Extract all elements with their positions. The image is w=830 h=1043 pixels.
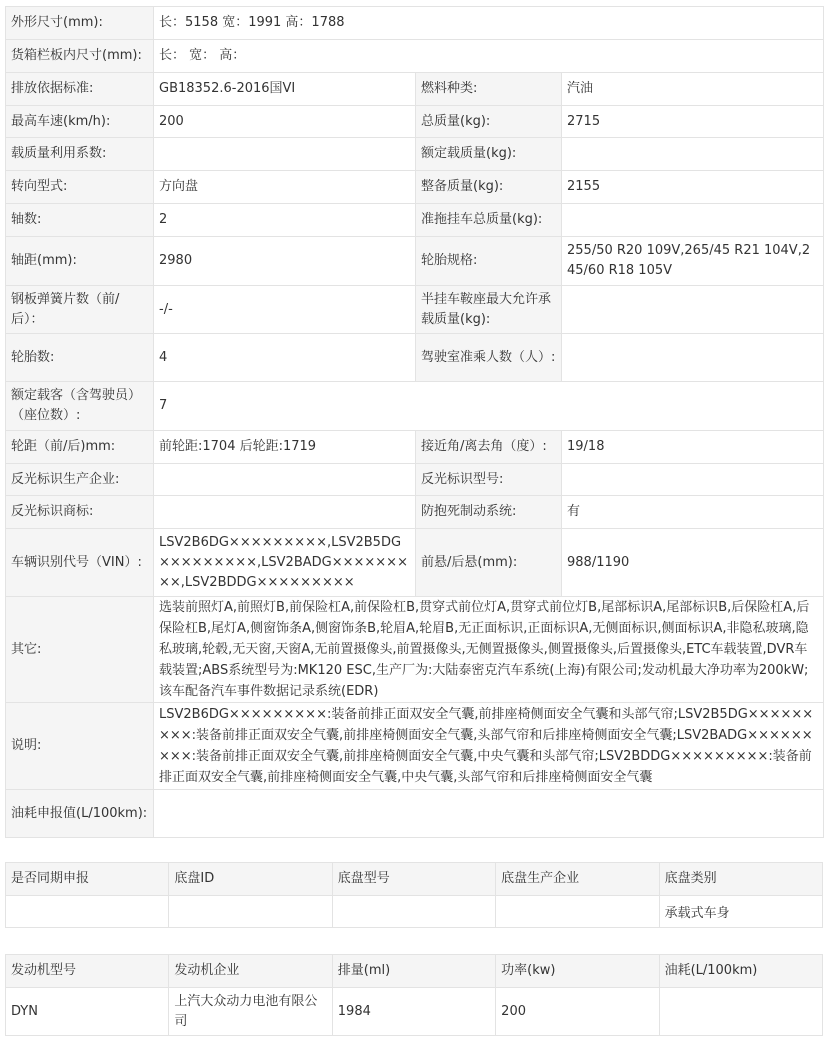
track-value: 前轮距:1704 后轮距:1719 — [154, 431, 416, 464]
engine-cell — [659, 988, 822, 1036]
wheelbase-label: 轴距(mm): — [6, 237, 154, 286]
spec-table — [5, 6, 824, 838]
rated-load-value — [562, 138, 824, 171]
emission-value: GB18352.6-2016国VI — [154, 73, 416, 106]
fuel-consumption-label: 油耗申报值(L/100km): — [6, 790, 154, 838]
tire-count-label: 轮胎数: — [6, 334, 154, 382]
chassis-cell: 承载式车身 — [659, 896, 822, 928]
other-label: 其它: — [6, 597, 154, 703]
steering-value: 方向盘 — [154, 171, 416, 204]
steering-label: 转向型式: — [6, 171, 154, 204]
spring-value: -/- — [154, 286, 416, 334]
cargo-dims-value: 长： 宽： 高： — [154, 40, 824, 73]
curb-mass-value: 2155 — [562, 171, 824, 204]
chassis-cell — [332, 896, 495, 928]
tire-count-value: 4 — [154, 334, 416, 382]
tire-spec-label: 轮胎规格: — [416, 237, 562, 286]
max-speed-label: 最高车速(km/h): — [6, 106, 154, 138]
engine-cell: 上汽大众动力电池有限公司 — [169, 988, 332, 1036]
trailer-mass-value — [562, 204, 824, 237]
other-value: 选装前照灯A,前照灯B,前保险杠A,前保险杠B,贯穿式前位灯A,贯穿式前位灯B,尾部标识A,尾部标识B,后保险杠A,后保险杠B,尾灯A,侧窗饰条A,侧窗饰条B,轮眉A,轮眉B,无正面标识,正面标识A,无侧面标识,侧面标识A,非隐私玻璃,隐私玻璃,轮毂,无天窗,天窗A,无前置摄像头,前置摄像头,无侧置摄像头,侧置摄像头,后置摄像头,ETC车载装置,DVR车载装置;ABS系统型号为:MK120 ESC,生产厂为:大陆泰密克汽车系统(上海)有限公司;发动机最大净功率为200kW;该车配备汽车事件数据记录系统(EDR) — [154, 597, 824, 703]
chassis-header: 底盘型号 — [332, 863, 495, 896]
chassis-header: 底盘类别 — [659, 863, 822, 896]
engine-header: 功率(kw) — [496, 955, 659, 988]
semi-trailer-value — [562, 286, 824, 334]
engine-header: 发动机企业 — [169, 955, 332, 988]
angle-value: 19/18 — [562, 431, 824, 464]
reflector-brand-value — [154, 496, 416, 529]
engine-table — [5, 954, 823, 1036]
note-label: 说明: — [6, 703, 154, 790]
spring-label: 钢板弹簧片数（前/后）： — [6, 286, 154, 334]
chassis-cell — [169, 896, 332, 928]
dims-value: 长：5158 宽：1991 高：1788 — [154, 7, 824, 40]
dims-label: 外形尺寸(mm): — [6, 7, 154, 40]
fuel-type-label: 燃料种类: — [416, 73, 562, 106]
reflector-maker-value — [154, 464, 416, 496]
rated-seats-value: 7 — [154, 382, 824, 431]
curb-mass-label: 整备质量(kg): — [416, 171, 562, 204]
trailer-mass-label: 准拖挂车总质量(kg): — [416, 204, 562, 237]
reflector-model-value — [562, 464, 824, 496]
total-mass-label: 总质量(kg): — [416, 106, 562, 138]
track-label: 轮距（前/后)mm: — [6, 431, 154, 464]
load-util-label: 载质量利用系数: — [6, 138, 154, 171]
engine-cell: 1984 — [332, 988, 495, 1036]
engine-header: 排量(ml) — [332, 955, 495, 988]
wheelbase-value: 2980 — [154, 237, 416, 286]
chassis-header: 底盘ID — [169, 863, 332, 896]
total-mass-value: 2715 — [562, 106, 824, 138]
engine-cell: DYN — [6, 988, 169, 1036]
overhang-label: 前悬/后悬(mm): — [416, 529, 562, 597]
note-value: LSV2B6DG×××××××××:装备前排正面双安全气囊,前排座椅侧面安全气囊和头部气帘;LSV2B5DG×××××××××:装备前排正面双安全气囊,前排座椅侧面安全气囊,头部气帘和后排座椅侧面安全气囊;LSV2BADG×××××××××:装备前排正面双安全气囊,前排座椅侧面安全气囊,中央气囊和头部气帘;LSV2BDDG×××××××××:装备前排正面双安全气囊,前排座椅侧面安全气囊,中央气囊,头部气帘和后排座椅侧面安全气囊 — [154, 703, 824, 790]
angle-label: 接近角/离去角（度）: — [416, 431, 562, 464]
overhang-value: 988/1190 — [562, 529, 824, 597]
emission-label: 排放依据标准: — [6, 73, 154, 106]
vin-value: LSV2B6DG×××××××××,LSV2B5DG×××××××××,LSV2BADG×××××××××,LSV2BDDG××××××××× — [154, 529, 416, 597]
vin-label: 车辆识别代号（VIN）: — [6, 529, 154, 597]
rated-load-label: 额定载质量(kg): — [416, 138, 562, 171]
semi-trailer-label: 半挂车鞍座最大允许承载质量(kg): — [416, 286, 562, 334]
cab-seats-label: 驾驶室准乘人数（人）: — [416, 334, 562, 382]
fuel-consumption-value — [154, 790, 824, 838]
cab-seats-value — [562, 334, 824, 382]
axles-label: 轴数: — [6, 204, 154, 237]
fuel-type-value: 汽油 — [562, 73, 824, 106]
reflector-brand-label: 反光标识商标: — [6, 496, 154, 529]
chassis-cell — [496, 896, 659, 928]
abs-value: 有 — [562, 496, 824, 529]
reflector-maker-label: 反光标识生产企业: — [6, 464, 154, 496]
engine-header: 发动机型号 — [6, 955, 169, 988]
reflector-model-label: 反光标识型号: — [416, 464, 562, 496]
rated-seats-label: 额定载客（含驾驶员）（座位数）: — [6, 382, 154, 431]
chassis-table — [5, 862, 823, 928]
engine-cell: 200 — [496, 988, 659, 1036]
tire-spec-value: 255/50 R20 109V,265/45 R21 104V,245/60 R18 105V — [562, 237, 824, 286]
abs-label: 防抱死制动系统: — [416, 496, 562, 529]
load-util-value — [154, 138, 416, 171]
chassis-header: 是否同期申报 — [6, 863, 169, 896]
chassis-header: 底盘生产企业 — [496, 863, 659, 896]
chassis-cell — [6, 896, 169, 928]
axles-value: 2 — [154, 204, 416, 237]
max-speed-value: 200 — [154, 106, 416, 138]
engine-header: 油耗(L/100km) — [659, 955, 822, 988]
cargo-dims-label: 货箱栏板内尺寸(mm): — [6, 40, 154, 73]
